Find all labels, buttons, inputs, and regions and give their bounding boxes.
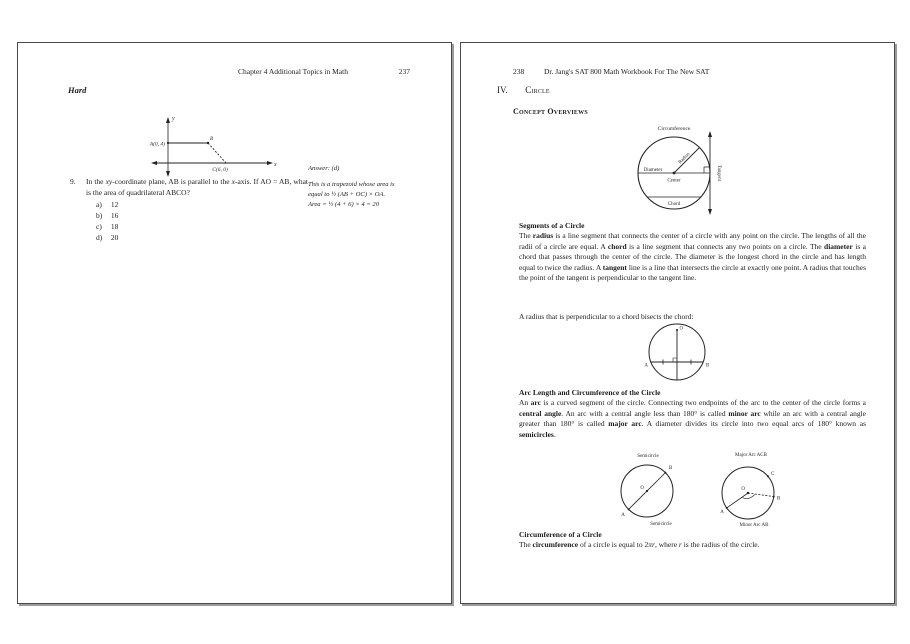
choice-value: 16 <box>110 211 119 221</box>
semicircle-top-label: Semicircle <box>637 454 659 459</box>
point-a-label: A <box>621 513 625 518</box>
tangent-label: Tangent <box>716 164 721 182</box>
point-c-dot <box>767 475 769 477</box>
tangent-up-arrowhead <box>708 131 712 137</box>
choice-label: c) <box>96 222 102 231</box>
choice-b <box>96 211 330 222</box>
semicircle-bottom-label: Semicircle <box>650 522 672 527</box>
page-right <box>460 42 895 604</box>
choice-value: 20 <box>110 232 119 242</box>
choice-label: b) <box>96 211 103 221</box>
point-a-label: A <box>644 363 648 369</box>
book-title: Dr. Jang's SAT 800 Math Workbook For The New SAT <box>544 67 710 76</box>
point-b-label: B <box>669 466 673 471</box>
trapezoid-coordinate-figure <box>146 109 281 181</box>
arc-paragraph: An arc is a curved segment of the circle. Connecting two endpoints of the arc to the center of the circle forms a central angle. An arc with a central angle less than 180° is called minor arc while an arc with a central angle greater than 180° is called major arc. A diameter divides its circle into two equal arcs of 180° known as semicircles. <box>519 398 866 439</box>
answer-choices <box>70 200 330 244</box>
choice-label: a) <box>96 200 102 210</box>
x-axis-right-arrowhead <box>267 161 273 165</box>
point-b-dot <box>664 472 666 474</box>
section-numeral: IV. <box>497 85 508 95</box>
major-minor-arc-figure <box>701 449 801 530</box>
choice-a <box>96 200 330 211</box>
circumference-paragraph: The circumference of a circle is equal to 2πr, where r is the radius of the circle. <box>519 540 760 549</box>
left-running-header <box>238 67 410 76</box>
choice-c <box>96 222 330 233</box>
question-block <box>70 177 330 244</box>
explanation-line: equal to ½ (AB + OC) × OA. <box>308 191 386 199</box>
choice-label: d) <box>96 232 103 242</box>
major-arc-label: Major Arc ACB <box>735 453 767 458</box>
section-title: Circle <box>525 85 550 95</box>
question-text: In the xy-coordinate plane, AB is parallel to the x-axis. If AO = AB, what is the area of quadrilateral ABCO? <box>86 177 308 197</box>
y-axis-arrowhead <box>166 117 170 123</box>
difficulty-label: Hard <box>68 85 87 95</box>
point-o-dot <box>676 329 678 331</box>
segment-bc-dashed <box>208 143 226 163</box>
center-label: Center <box>667 178 681 184</box>
bisect-note: A radius that is perpendicular to a chord bisects the chord: <box>519 312 694 321</box>
point-o-label: O <box>741 487 745 492</box>
circle-parts-figure <box>596 121 761 219</box>
radius-ob-dashed <box>748 493 774 497</box>
segments-heading: Segments of a Circle <box>519 221 585 230</box>
point-a-dot <box>726 507 728 509</box>
x-axis-left-arrowhead <box>151 161 157 165</box>
point-b-label: B <box>210 137 214 142</box>
choice-value: 12 <box>110 200 119 210</box>
point-b-dot <box>773 496 775 498</box>
arc-heading: Arc Length and Circumference of the Circle <box>519 388 661 397</box>
left-page-number: 237 <box>398 67 410 76</box>
radius-oa <box>727 493 748 508</box>
circumference-heading: Circumference of a Circle <box>519 530 602 539</box>
point-a-label: A <box>720 510 724 515</box>
choice-value: 18 <box>110 222 119 231</box>
answer-label: Answer: (d) <box>308 165 340 172</box>
radius-line <box>674 148 699 173</box>
tangent-down-arrowhead <box>708 209 712 215</box>
diameter-label: Diameter <box>643 168 663 173</box>
choice-d <box>96 233 330 244</box>
point-o-label: O <box>679 326 683 332</box>
explanation-line: Area = ½ (4 + 6) × 4 = 20 <box>308 201 380 209</box>
question-number: 9. <box>70 177 76 186</box>
radius-label: Radius <box>677 151 692 166</box>
point-c-label: C <box>771 472 775 477</box>
subsection-title: Concept Overviews <box>513 107 588 116</box>
segments-paragraph: The radius is a line segment that connects the center of a circle with any point on the circle. The lengths of all the radii of a circle are equal. A chord is a line segment that connects any two points on a circle. The diameter is a chord that passes through the center of the circle. The diameter is the longest chord in the circle and has length equal to twice the radius. A tangent line is a line that intersects the circle at exactly one point. A radius that touches the point of the tangent is perpendicular to the tangent line. <box>519 231 866 283</box>
page-left <box>17 42 452 604</box>
center-dot <box>646 490 648 492</box>
chord-label: Chord <box>667 202 681 207</box>
circumference-label: Circumference <box>657 126 691 132</box>
point-a-label: A(0, 4) <box>149 141 165 148</box>
semicircle-figure <box>601 450 696 528</box>
y-axis-label: y <box>172 116 175 122</box>
right-angle-mark <box>673 358 677 362</box>
point-a-dot <box>628 508 630 510</box>
right-page-number: 238 <box>513 67 525 76</box>
point-b-label: B <box>706 363 710 369</box>
question-row <box>70 177 330 198</box>
center-dot <box>747 492 749 494</box>
point-b-label: B <box>777 496 781 502</box>
section-heading <box>497 85 550 95</box>
x-axis-label: x <box>274 162 277 168</box>
explanation-line: This is a trapezoid whose area is <box>308 181 395 188</box>
right-running-header <box>513 67 709 76</box>
chord-bisect-figure <box>637 320 717 384</box>
minor-arc-label: Minor Arc AB <box>739 523 769 528</box>
chapter-title: Chapter 4 Additional Topics in Math <box>238 67 348 76</box>
point-o-label: O <box>640 486 644 491</box>
point-c-label: C(6, 0) <box>212 167 228 173</box>
